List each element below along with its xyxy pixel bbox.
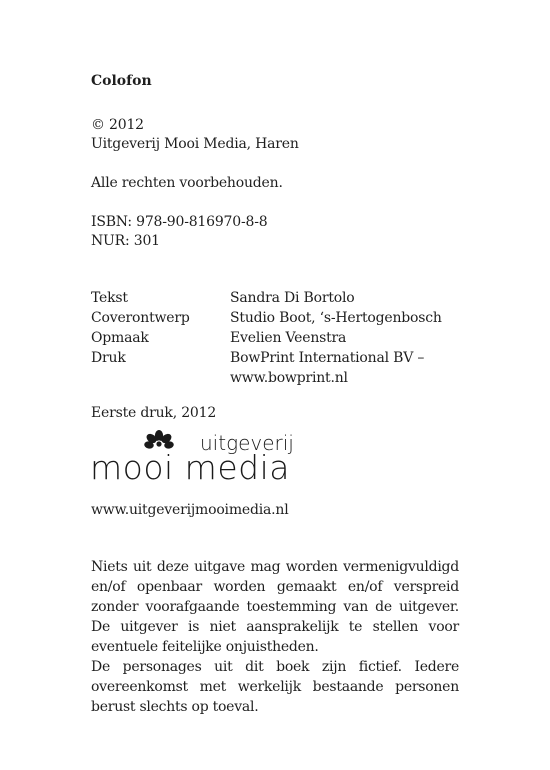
nur-text: NUR: 301 bbox=[91, 233, 160, 249]
mooi-media-logo-graphic bbox=[88, 426, 298, 486]
credit-row bbox=[91, 328, 451, 348]
credit-value: Evelien Veenstra bbox=[230, 330, 347, 346]
credit-label: Druk bbox=[91, 350, 126, 366]
credit-value: Sandra Di Bortolo bbox=[230, 290, 355, 306]
copyright-text: © 2012 bbox=[91, 117, 144, 133]
logo-big-text: mooi media bbox=[90, 448, 290, 486]
publisher-logo bbox=[88, 426, 298, 486]
rights-text: Alle rechten voorbehouden. bbox=[91, 175, 283, 191]
credit-row bbox=[91, 368, 451, 388]
disclaimer-paragraph: De personages uit dit boek zijn fictief. Iedere overeenkomst met werkelijk bestaande personen berust slechts op toeval. bbox=[91, 659, 459, 715]
edition-text: Eerste druk, 2012 bbox=[91, 405, 217, 421]
credit-row bbox=[91, 308, 451, 328]
colophon-title: Colofon bbox=[91, 73, 152, 89]
publisher-line: Uitgeverij Mooi Media, Haren bbox=[91, 136, 299, 152]
disclaimer-paragraph: Niets uit deze uitgave mag worden vermenigvuldigd en/of openbaar worden gemaakt en/of verspreid zonder voorafgaande toestemming van de uitgever. De uitgever is niet aansprakelijk te stellen voor eventuele feitelijke onjuistheden. bbox=[91, 559, 459, 655]
credit-value: www.bowprint.nl bbox=[230, 370, 348, 386]
logo-small-text: uitgeverij bbox=[200, 431, 294, 455]
credits-table bbox=[91, 288, 451, 388]
credit-label: Tekst bbox=[91, 290, 128, 306]
isbn-text: ISBN: 978-90-816970-8-8 bbox=[91, 214, 268, 230]
credit-value: BowPrint International BV – bbox=[230, 350, 425, 366]
credit-label: Coverontwerp bbox=[91, 310, 190, 326]
website-link[interactable]: www.uitgeverijmooimedia.nl bbox=[91, 502, 289, 518]
credit-row bbox=[91, 348, 451, 368]
flower-icon bbox=[144, 430, 175, 449]
disclaimer-block bbox=[91, 557, 459, 717]
credit-row bbox=[91, 288, 451, 308]
credit-value: Studio Boot, ‘s-Hertogenbosch bbox=[230, 310, 442, 326]
credit-label: Opmaak bbox=[91, 330, 149, 346]
